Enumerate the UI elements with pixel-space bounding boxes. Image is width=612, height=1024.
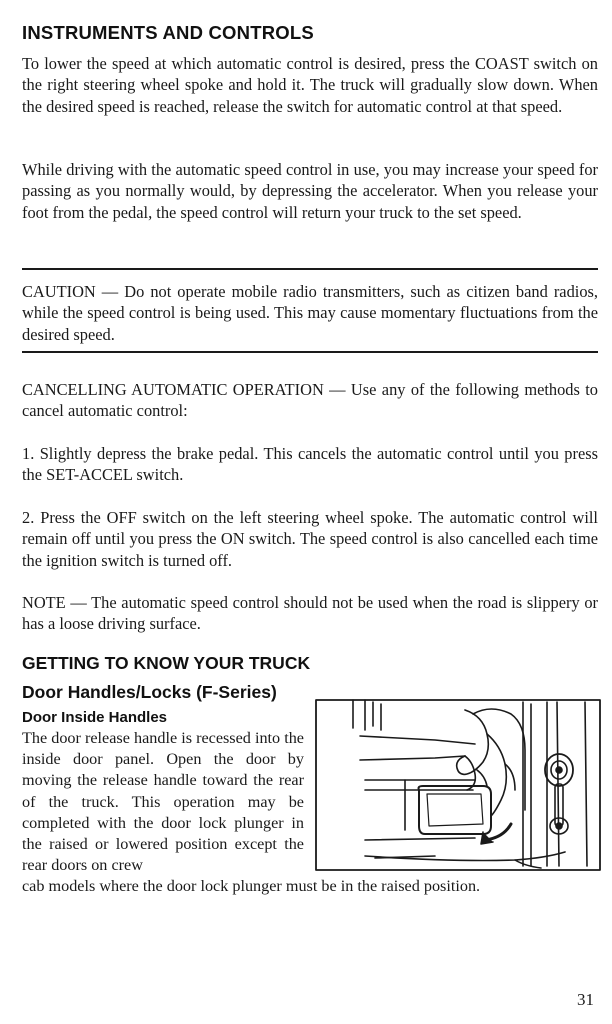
paragraph-door-handles-end: cab models where the door lock plunger must be in the raised position. [22,877,481,895]
subheading-door-handles: Door Handles/Locks (F-Series) [22,682,277,702]
paragraph-note: NOTE — The automatic speed control should not be used when the road is slippery or has a loose driving surface. [22,593,598,634]
section-title: INSTRUMENTS AND CONTROLS [22,22,314,43]
paragraph-step-1: 1. Slightly depress the brake pedal. This cancels the automatic control until you press the SET-ACCEL switch. [22,444,598,485]
caution-rule-bottom [22,351,598,353]
door-handle-illustration-icon [315,690,601,872]
paragraph-cancelling: CANCELLING AUTOMATIC OPERATION — Use any of the following methods to cancel automatic control: [22,380,598,421]
page-number: 31 [577,990,594,1009]
paragraph-passing: While driving with the automatic speed control in use, you may increase your speed for passing as you normally would, by depressing the accelerator. When you release your foot from the pedal, the speed control will return your truck to the set speed. [22,160,598,222]
paragraph-step-2: 2. Press the OFF switch on the left steering wheel spoke. The automatic control will remain off until you press the ON switch. The speed control is also cancelled each time the ignition switch is turned off. [22,508,598,570]
manual-page [22,0,600,1024]
caution-rule-top [22,268,598,270]
subsubheading-door-inside-handles: Door Inside Handles [22,709,168,726]
paragraph-coast: To lower the speed at which automatic control is desired, press the COAST switch on the right steering wheel spoke and hold it. The truck will gradually slow down. When the desired speed is reached, release the switch for automatic control at that speed. [22,54,598,116]
paragraph-door-handles: The door release handle is recessed into the inside door panel. Open the door by moving the release handle toward the rear of the truck. This operation may be completed with the door lock plunger in the raised or lowered position except the rear doors on crew [22,729,304,875]
caution-text: CAUTION — Do not operate mobile radio transmitters, such as citizen band radios, while the speed control is being used. This may cause momentary fluctuations from the desired speed. [22,282,598,344]
section-heading-getting-to-know: GETTING TO KNOW YOUR TRUCK [22,653,311,673]
